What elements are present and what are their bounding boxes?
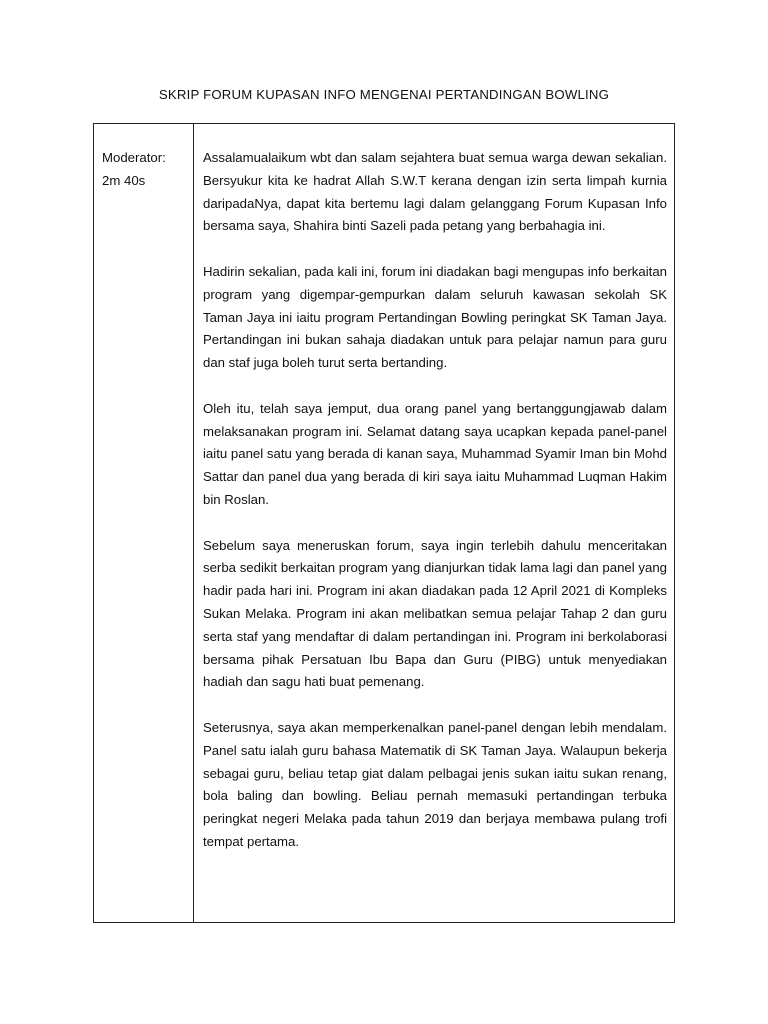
speaker-duration: 2m 40s: [102, 172, 146, 188]
speaker-cell: [94, 124, 194, 922]
document-title: SKRIP FORUM KUPASAN INFO MENGENAI PERTANDINGAN BOWLING: [158, 87, 610, 102]
script-table: [93, 123, 675, 923]
speech-paragraph-forum-purpose: Hadirin sekalian, pada kali ini, forum ini diadakan bagi mengupas info berkaitan program yang digempar-gempurkan dalam seluruh kawasan sekolah SK Taman Jaya ini iaitu program Pertandingan Bowling peringkat SK Taman Jaya. Pertandingan ini bukan sahaja diadakan untuk para pelajar namun para guru dan staf juga boleh turut serta bertanding.: [203, 263, 667, 371]
speech-paragraph-panel-introduction: Seterusnya, saya akan memperkenalkan panel-panel dengan lebih mendalam. Panel satu ialah guru bahasa Matematik di SK Taman Jaya. Walaupun bekerja sebagai guru, beliau tetap giat dalam pelbagai jenis sukan iaitu sukan renang, bola baling dan bowling. Beliau pernah memasuki pertandingan terbuka peringkat negeri Melaka pada tahun 2019 dan berjaya membawa pulang trofi tempat pertama.: [203, 719, 667, 849]
speaker-label: Moderator:: [102, 150, 166, 165]
speech-paragraph-panel-welcome: Oleh itu, telah saya jemput, dua orang panel yang bertanggungjawab dalam melaksanakan program ini. Selamat datang saya ucapkan kepada panel-panel iaitu panel satu yang berada di kanan saya, Muhammad Syamir Iman bin Mohd Sattar dan panel dua yang berada di kiri saya iaitu Muhammad Luqman Hakim bin Roslan.: [203, 400, 667, 507]
speech-paragraph-opening: Assalamualaikum wbt dan salam sejahtera buat semua warga dewan sekalian. Bersyukur kita ke hadrat Allah S.W.T kerana dengan izin serta limpah kurnia daripadaNya, dapat kita bertemu lagi dalam gelanggang Forum Kupasan Info bersama saya, Shahira binti Sazeli pada petang yang berbahagia ini.: [203, 150, 667, 234]
speech-paragraph-program-details: Sebelum saya meneruskan forum, saya ingin terlebih dahulu menceritakan serba sedikit berkaitan program yang dianjurkan tidak lama lagi dan panel yang hadir pada hari ini. Program ini akan diadakan pada 12 April 2021 di Kompleks Sukan Melaka. Program ini akan melibatkan semua pelajar Tahap 2 dan guru serta staf yang mendaftar di dalam pertandingan ini. Program ini berkolaborasi bersama pihak Persatuan Ibu Bapa dan Guru (PIBG) untuk menyediakan hadiah dan sagu hati buat pemenang.: [203, 537, 667, 690]
speech-cell: [194, 124, 674, 922]
